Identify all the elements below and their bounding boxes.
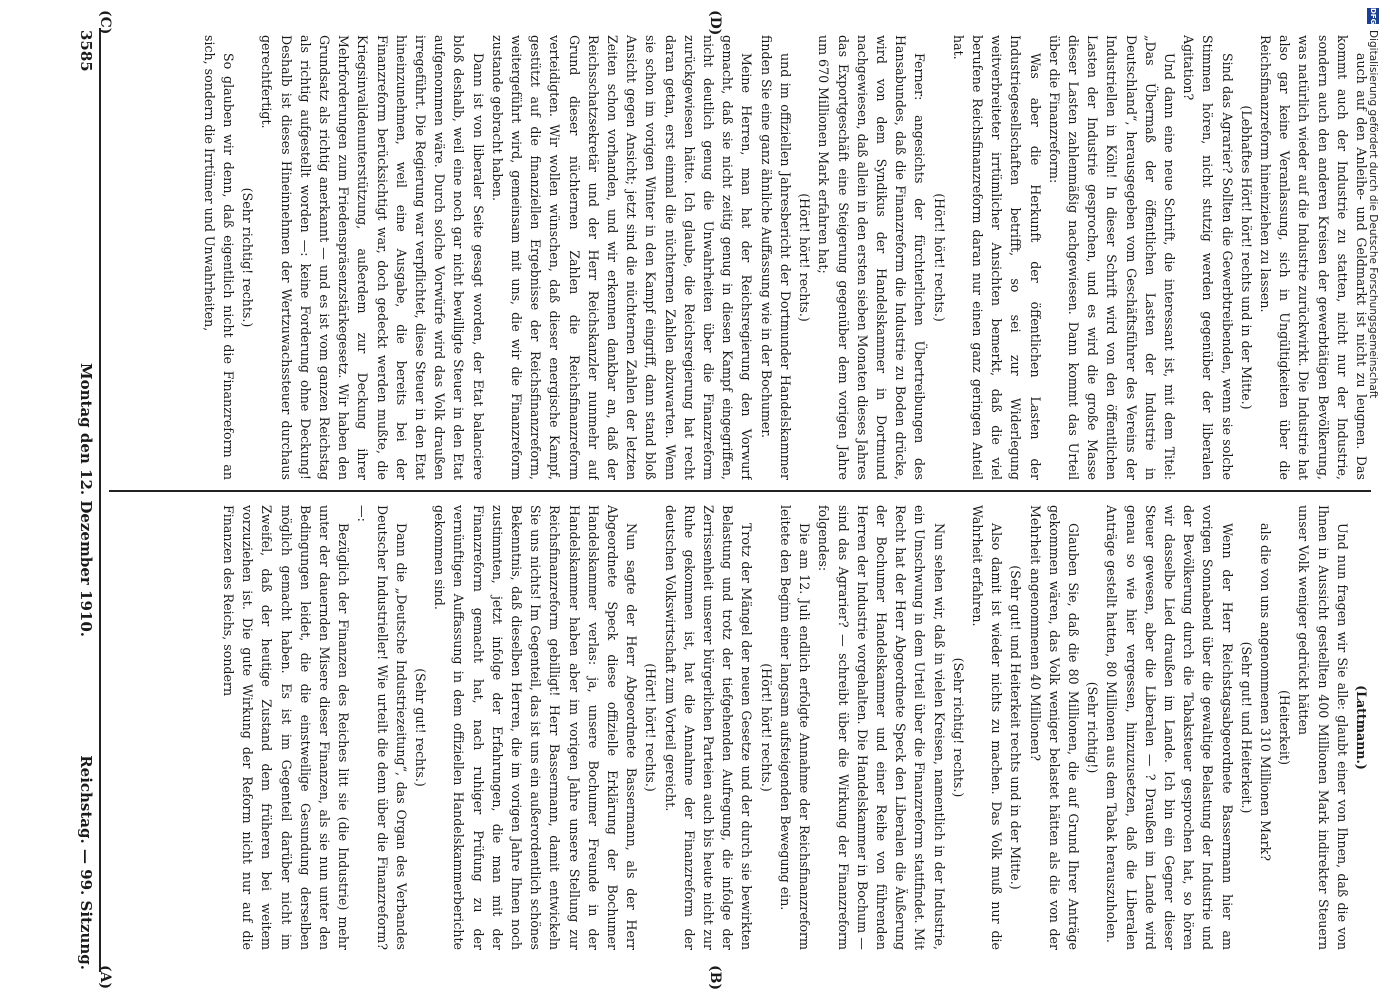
paragraph: Bezüglich der Finanzen des Reiches litt sie (die Industrie) mehr unter der dauernden Misere dieser Finanzen, als sie nun unter den Bedingungen leidet, die die einstweilige Gesundung derselben möglich gemacht haben. Es ist im Gegenteil darüber nicht im Zweifel, daß der heutige Zustand dem früheren bei weitem vorzuziehen ist. Die gute Wirkung der Reform nicht nur auf die Finanzen des Reichs, sondern [221,505,352,950]
right-text-column [109,35,1371,480]
speaker-name: (Lattmann.) [1354,685,1369,770]
margin-marker-b: (B) [707,965,723,991]
interjection: (Hört! hört! rechts.) [758,663,774,792]
paragraph: Trotz der Mängel der neuen Gesetze und der durch sie bewirkten Belastung und trotz der tiefgehenden Aufregung, die infolge der Zerrissenheit unserer bürgerlichen Parteien auch bis heute nicht zur Ruhe gekommen ist, hat die Annahme der Finanzreform der deutschen Volkswirtschaft zum Vorteil gereicht. [662,505,755,950]
interjection: (Sehr richtig! rechts.) [240,187,256,328]
paragraph: Nun sehen wir, daß in vielen Kreisen, namentlich in der Industrie, ein Umschwung in dem Urteil über die Finanzreform stattfindet. Mit Recht hat der Herr Abgeordnete Speck den Liberalen die Äußerung der Bochumer Handelskammer und einer Reihe von führenden Herren der Industrie vorgehalten. Die Handelskammer in Bochum — sind das Agrarier? — schreibt über die Wirkung der Finanzreform folgendes: [816,505,947,950]
paragraph: Dann die „Deutsche Industriezeitung“, das Organ des Verbandes Deutscher Industrieller! Wie urteilt die denn über die Finanzreform? —: [355,505,409,950]
interjection: (Hört! hört! rechts.) [797,193,813,322]
paragraph: und im offiziellen Jahresbericht der Dortmunder Handelskammer finden Sie eine ganz ähnliche Auffassung wie in der Bochumer. [758,35,793,480]
margin-marker-a: (A) [97,965,113,990]
interjection: (Sehr gut! rechts.) [413,668,429,787]
interjection: (Heiterkeit) [1277,690,1293,765]
interjection: (Sehr gut! und Heiterkeit rechts und in der Mitte.) [1008,565,1024,890]
paragraph: Die am 12. Juli endlich erfolgte Annahme der Reichsfinanzreform leitete den Beginn einer langsam aufsteigenden Bewegung ein. [777,505,813,950]
dfg-logo: DFG [1369,8,1377,25]
interjection: (Sehr gut! und Heiterkeit.) [1238,641,1254,814]
paragraph: Sind das Agrarier? Sollten die Gewerbtreibenden, wenn sie solche Stimmen hören, nicht stutzig werden gegenüber der liberalen Agitation? [1181,35,1235,480]
paragraph: Nun sagte der Herr Abgeordnete Bassermann, als der Herr Abgeordnete Speck diese offizielle Erklärung der Bochumer Handelskammer verlas: ja, unsere Bochumer Freunde in der Handelskammer haben aber im vorigen Jahre unsere Stellung zur Reichsfinanzreform gebilligt! Herr Bassermann, damit entwickeln Sie uns nichts! Im Gegenteil, das ist uns ein außerordentlich schönes Bekenntnis, daß dieselben Herren, die im vorigen Jahre Ihnen noch zustimmten, jetzt infolge der Erfahrungen, die man mit der Finanzreform gemacht hat, nach ruhiger Prüfung zu der vernünftigen Auffassung in dem offiziellen Handelskammerberichte gekommen sind. [432,505,640,950]
column-divider [109,490,1371,492]
paragraph: als die von uns angenommenen 310 Millionen Mark? [1257,523,1273,862]
header-rule [99,28,101,972]
page-number: 3585 [77,30,95,72]
interjection: (Hört! hört! rechts.) [643,663,659,792]
paragraph: So glauben wir denn, daß eigentlich nicht die Finanzreform an sich, sondern die Irrtümer und Unwahrheiten, [201,35,237,480]
header-left-title: Reichstag. — 99. Sitzung. [77,755,95,970]
page-header [71,30,95,970]
footer-text: Digitalisierung gefördert durch die Deutsche Forschungsgemeinschaft [1367,30,1379,399]
paragraph: Glauben Sie, daß die 80 Millionen, die auf Grund Ihrer Anträge gekommen wären, das Volk weniger belastet hätten als die von der Mehrheit angenommenen 40 Millionen? [1027,505,1081,950]
interjection: (Hört! hört! rechts.) [931,193,947,322]
paragraph: Und nun fragen wir Sie alle: glaubt einer von Ihnen, daß die von Ihnen in Aussicht gestellten 400 Millionen Mark indirekter Steuern unser Volk weniger gedrückt hätten [1296,505,1350,950]
paragraph: Also damit ist wieder nichts zu machen. Das Volk muß nur die Wahrheit erfahren. [969,505,1005,950]
margin-marker-d: (D) [707,10,723,36]
paragraph: Dann ist von liberaler Seite gesagt worden, der Etat balanciere bloß deshalb, weil eine noch gar nicht bewilligte Steuer in den Etat aufgenommen wäre. Durch solche Vorwürfe wird das Volk draußen irregeführt. Die Regierung war verpflichtet, diese Steuer in den Etat hineinzunehmen, weil eine Ausgabe, die bereits bei der Finanzreform berücksichtigt war, doch gedeckt werden mußte, die Kriegsinvalidenunterstützung, außerdem zur Deckung ihrer Mehrforderungen zum Friedenspräsenzstärkegesetz. Wir haben den Grundsatz als richtig anerkannt — und es ist vom ganzen Reichstag als richtig aufgestellt worden —: keine Forderung ohne Deckung! Deshalb ist dieses Hineinnehmen der Wertzuwachssteuer durchaus gerechtfertigt. [259,35,486,480]
interjection: (Sehr richtig!) [1085,681,1101,774]
header-date: Montag den 12. Dezember 1910. [77,363,95,637]
paragraph: Wenn der Herr Reichstagsabgeordnete Bassermann hier am vorigen Sonnabend über die gewaltige Belastung der Industrie und der Bevölkerung durch die Tabaksteuer gesprochen hat, so hören wir dasselbe Lied draußen im Lande. Ich bin ein Gegner dieser Steuer gewesen, aber die Liberalen — ? Draußen im Lande wird genau so wie hier vergessen, hinzuzusetzen, daß die Liberalen Anträge gestellt hatten, 80 Millionen aus dem Tabak herauszuholen. [1104,505,1235,950]
interjection: (Sehr richtig! rechts.) [950,657,966,798]
paragraph: Was aber die Herkunft der öffentlichen Lasten der Industriegesellschaften betrifft, so sei zur Widerlegung weitverbreiteter irrtümlicher Ansichten bemerkt, daß die viel berufene Reichsfinanzreform daran nur einen ganz geringen Anteil hat. [950,35,1043,480]
paragraph: Und dann eine neue Schrift, die interessant ist, mit dem Titel: „Das Übermaß der öffentlichen Lasten der Industrie in Deutschland“, herausgegeben vom Geschäftsführer des Vereins der Industriellen in Köln! In dieser Schrift wird von den öffentlichen Lasten der Industrie gesprochen, und es wird die große Masse dieser Lasten zahlenmäßig nachgewiesen. Dann kommt das Urteil über die Finanzreform: [1046,35,1177,480]
left-text-column [109,505,1371,950]
paragraph: Ferner: angesichts der fürchterlichen Übertreibungen des Hansabundes, daß die Finanzreform die Industrie zu Boden drücke, wird von dem Syndikus der Handelskammer in Dortmund nachgewiesen, daß allein in den ersten sieben Monaten dieses Jahres das Exportgeschäft eine Steigerung gegenüber dem vorigen Jahre um 670 Millionen Mark erfahren hat; [816,35,928,480]
paragraph: Meine Herren, man hat der Reichsregierung den Vorwurf gemacht, daß sie nicht zeitig genug in diesen Kampf eingegriffen, nicht deutlich genug die Unwahrheiten über die Finanzreform zurückgewiesen hätte. Ich glaube, die Reichsregierung hat recht daran getan, erst einmal die nüchternen Zahlen abzuwarten. Wenn sie schon im vorigen Winter in den Kampf eingriff, dann stand bloß Ansicht gegen Ansicht; jetzt sind die nüchternen Zahlen der letzten Zeiten schon vorhanden, und wir erkennen dankbar an, daß der Reichsschatzsekretär und der Herr Reichskanzler nunmehr auf Grund dieser nüchternen Zahlen die Reichsfinanzreform verteidigten. Wir wollen wünschen, daß dieser energische Kampf, gestützt auf die finanziellen Ergebnisse der Reichsfinanzreform, weitergeführt wird, gemeinsam mit uns, die wir die Finanzreform zustande gebracht haben. [489,35,755,480]
interjection: (Lebhaftes Hört! hört! rechts und in der Mitte.) [1238,105,1254,410]
paragraph: auch auf den Anleihe- und Geldmarkt ist nicht zu leugnen. Das kommt auch der Industrie zu statten, nicht nur der Industrie, sondern auch den anderen Kreisen der gewerbtätigen Bevölkerung, was natürlich wieder auf die Industrie zurückwirkt. Die Industrie hat also gar keine Veranlassung, sich in Ungültigkeiten über die Reichsfinanzreform hineinziehen zu lassen. [1257,35,1369,480]
margin-marker-c: (C) [97,10,113,35]
